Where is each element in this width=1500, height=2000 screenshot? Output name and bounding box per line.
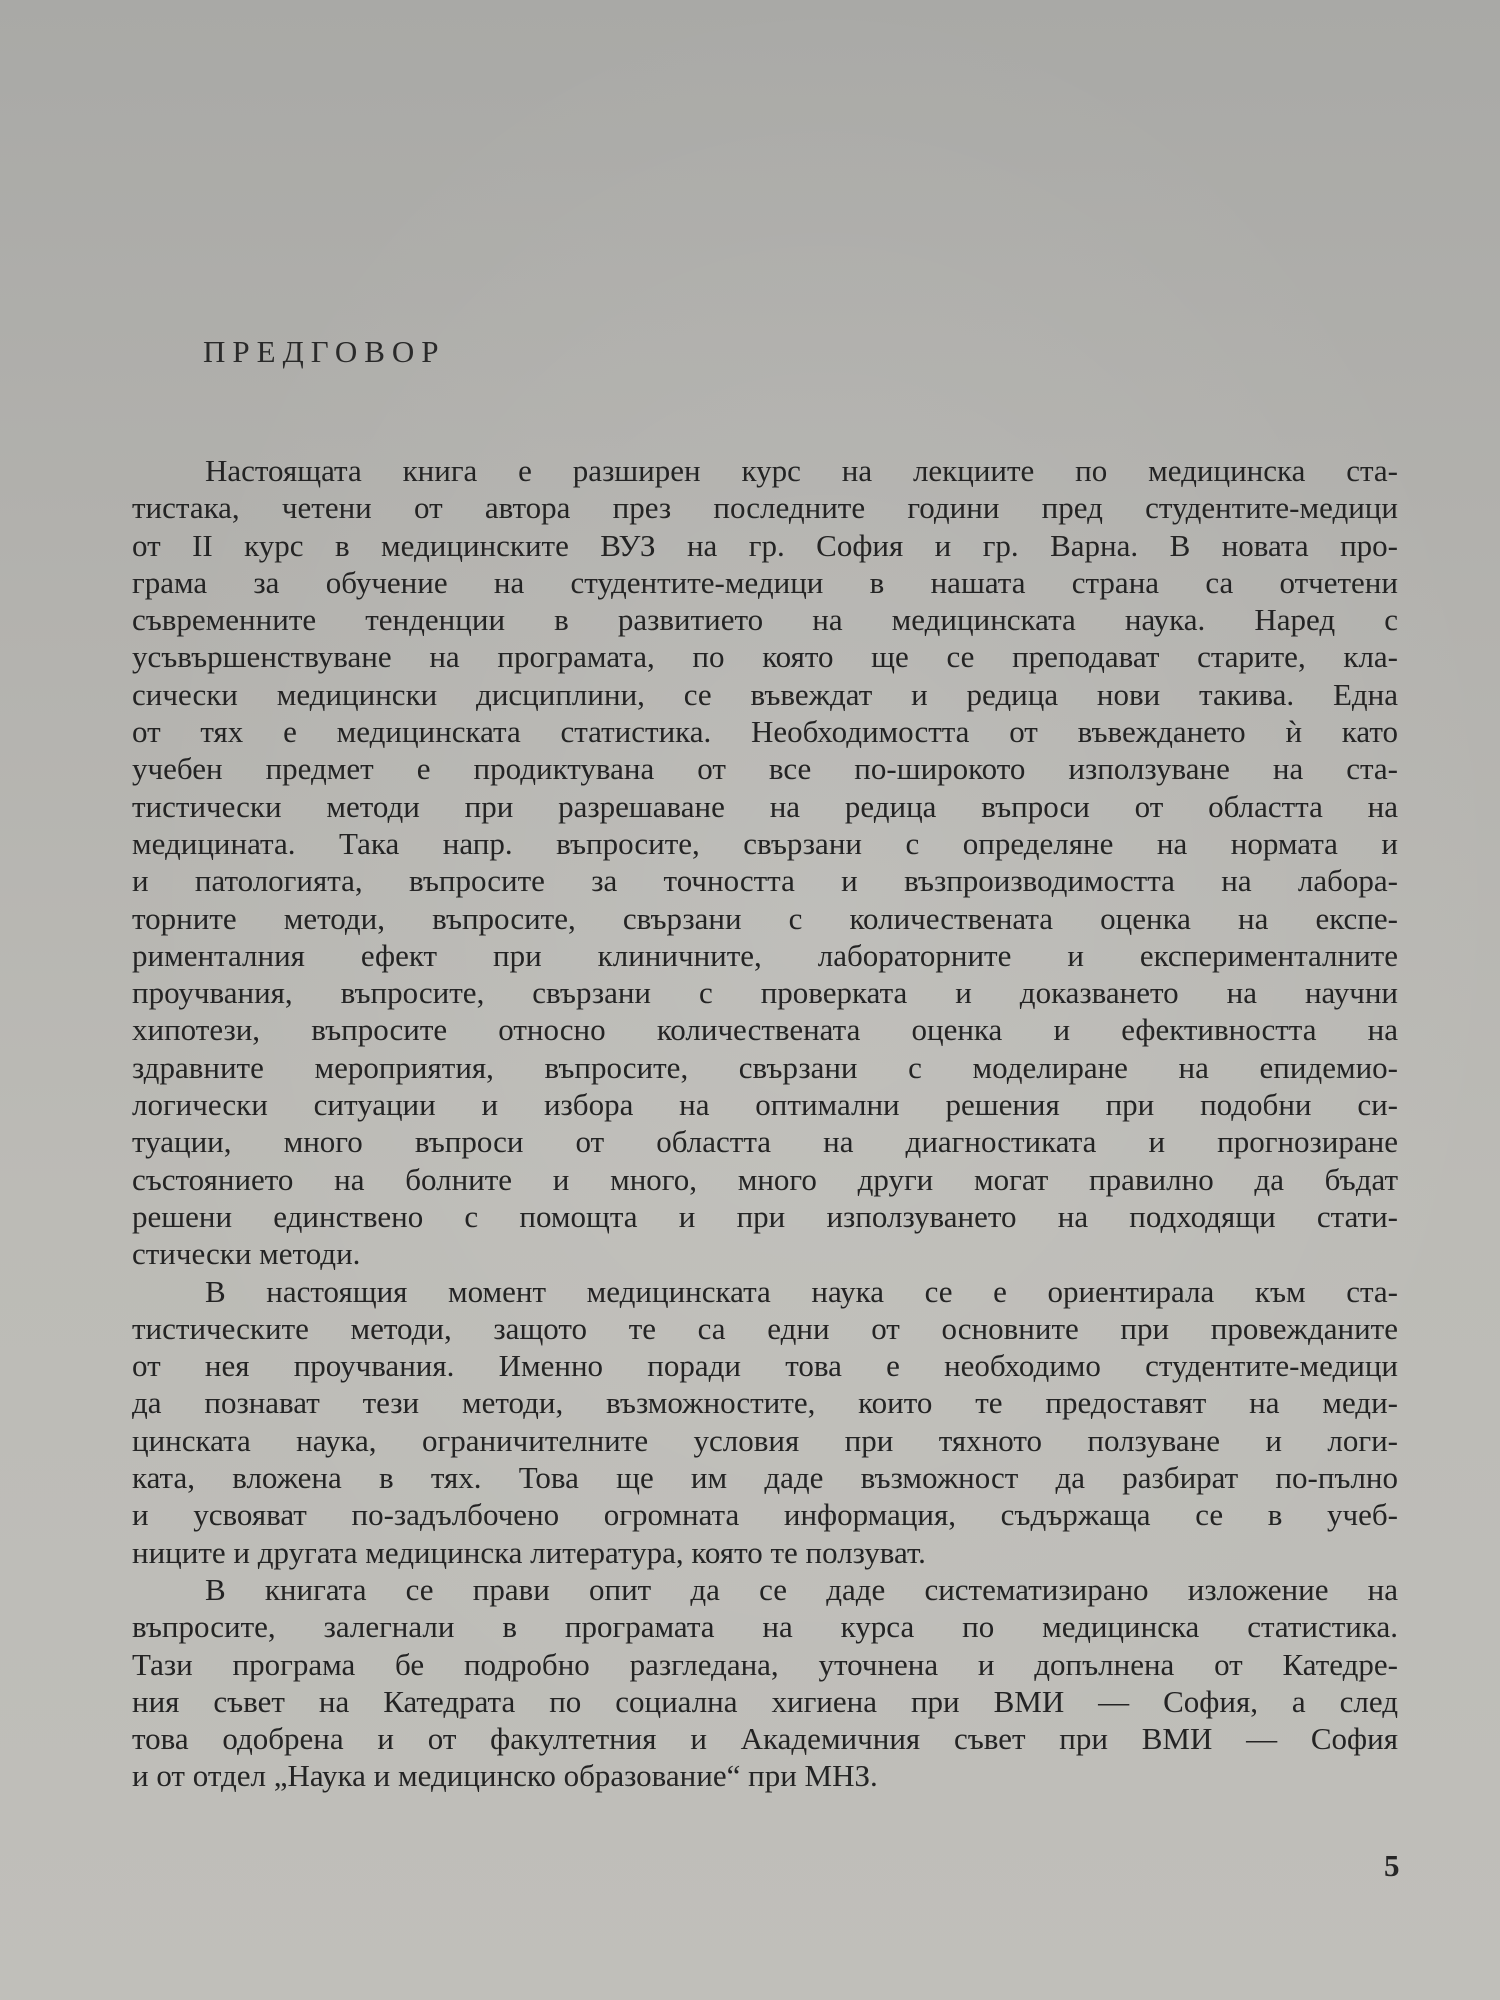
text-line: тистака, четени от автора през последните години пред студентите-медици — [132, 490, 1398, 526]
text-line: грама за обучение на студентите-медици в нашата страна са отчетени — [132, 564, 1398, 600]
text-line: и усвояват по-задълбочено огромната информация, съдържаща се в учеб- — [132, 1497, 1398, 1533]
text-line: здравните мероприятия, въпросите, свързани с моделиране на епидемио- — [132, 1049, 1398, 1085]
text-line: проучвания, въпросите, свързани с проверката и доказването на научни — [132, 975, 1398, 1011]
text-line: да познават тези методи, възможностите, които те предоставят на меди- — [132, 1385, 1398, 1421]
text-line: учебен предмет е продиктувана от все по-широкото използуване на ста- — [132, 751, 1398, 787]
text-line: от тях е медицинската статистика. Необходимостта от въвеждането ѝ като — [132, 714, 1398, 750]
text-line: Настоящата книга е разширен курс на лекциите по медицинска ста- — [205, 453, 1398, 488]
text-line: торните методи, въпросите, свързани с количествената оценка на експе- — [132, 900, 1398, 936]
text-line: и патологията, въпросите за точността и възпроизводимостта на лабора- — [132, 863, 1398, 899]
page-heading: ПРЕДГОВОР — [203, 334, 446, 369]
text-line: ниците и другата медицинска литература, която те ползуват. — [132, 1534, 926, 1570]
text-line: В настоящия момент медицинската наука се е ориентирала към ста- — [205, 1273, 1398, 1309]
text-line: тистически методи при разрешаване на редица въпроси от областта на — [132, 788, 1398, 824]
text-line: стически методи. — [132, 1236, 361, 1272]
text-line: В книгата се прави опит да се даде систематизирано изложение на — [205, 1571, 1398, 1607]
body-text — [132, 452, 1398, 1795]
text-line: състоянието на болните и много, много други могат правилно да бъдат — [132, 1161, 1398, 1197]
text-line: съвременните тенденции в развитието на медицинската наука. Наред с — [132, 602, 1398, 638]
text-line: цинската наука, ограничителните условия при тяхното ползуване и логи- — [132, 1422, 1398, 1458]
paragraph — [132, 1571, 1398, 1795]
text-line: туации, много въпроси от областта на диагностиката и прогнозиране — [132, 1124, 1398, 1160]
page-number: 5 — [1384, 1848, 1400, 1883]
text-line: от II курс в медицинските ВУЗ на гр. София и гр. Варна. В новата про- — [132, 527, 1398, 563]
paragraph — [132, 1273, 1398, 1571]
text-line: решени единствено с помощта и при използуването на подходящи стати- — [132, 1198, 1398, 1234]
text-line: ния съвет на Катедрата по социална хигиена при ВМИ — София, а след — [132, 1683, 1398, 1719]
text-line: въпросите, залегнали в програмата на курса по медицинска статистика. — [132, 1609, 1398, 1645]
text-line: от нея проучвания. Именно поради това е необходимо студентите-медици — [132, 1348, 1398, 1384]
text-line: сически медицински дисциплини, се въвеждат и редица нови такива. Една — [132, 676, 1398, 712]
text-line: Тази програма бе подробно разгледана, уточнена и допълнена от Катедре- — [132, 1646, 1398, 1682]
text-line: хипотези, въпросите относно количествената оценка и ефективността на — [132, 1012, 1398, 1048]
text-line: ката, вложена в тях. Това ще им даде възможност да разбират по-пълно — [132, 1460, 1398, 1496]
text-line: тистическите методи, защото те са едни от основните при провежданите — [132, 1310, 1398, 1346]
text-line: това одобрена и от факултетния и Академичния съвет при ВМИ — София — [132, 1721, 1398, 1757]
text-line: рименталния ефект при клиничните, лабораторните и експерименталните — [132, 937, 1398, 973]
text-line: усъвършенствуване на програмата, по която ще се преподават старите, кла- — [132, 639, 1398, 675]
text-line: медицината. Така напр. въпросите, свързани с определяне на нормата и — [132, 825, 1398, 861]
text-line: и от отдел „Наука и медицинско образование“ при МНЗ. — [132, 1758, 878, 1794]
text-line: логически ситуации и избора на оптимални решения при подобни си- — [132, 1087, 1398, 1123]
paragraph — [132, 452, 1398, 1273]
